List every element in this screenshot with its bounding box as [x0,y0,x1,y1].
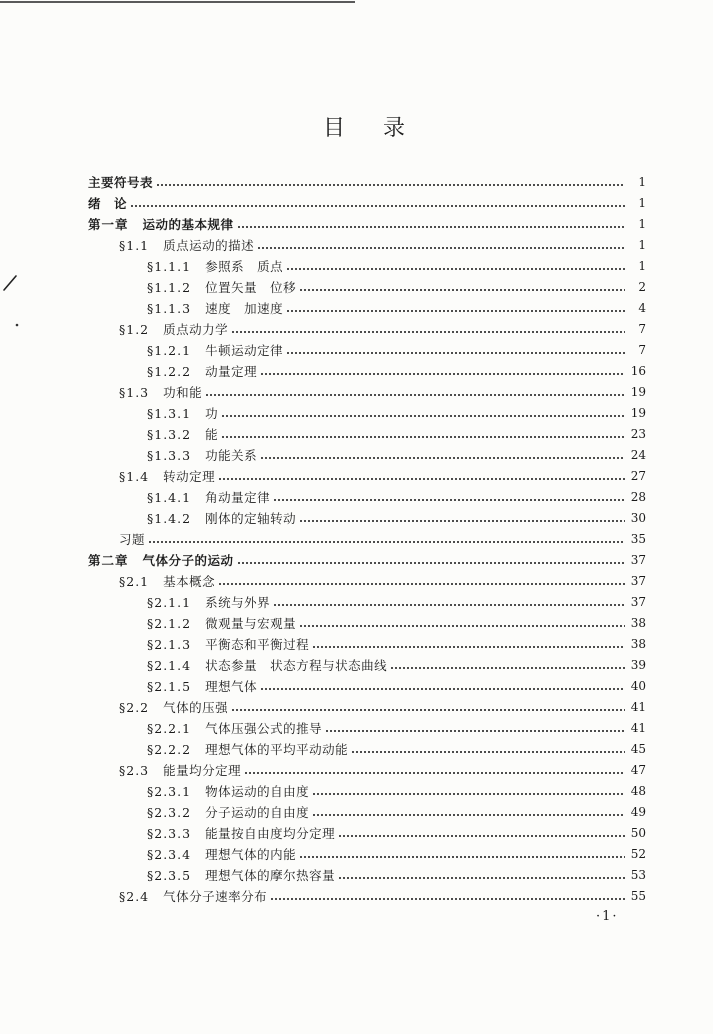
scan-edge-line [0,1,355,3]
entry-number: §2.3 [119,763,150,778]
entry-title: 角动量定律 [205,490,271,505]
toc-entry-subsection [88,802,646,823]
dot-leader [312,634,625,655]
entry-title: 动量定理 [205,364,258,379]
entry-title: 理想气体的摩尔热容量 [205,868,336,883]
entry-page-number: 55 [630,889,646,903]
entry-number: §1.4.1 [147,490,192,505]
entry-number: §1.2 [119,322,150,337]
entry-page-number: 1 [638,238,646,252]
toc-entry-subsection [88,298,646,319]
entry-page-number: 48 [630,784,646,798]
dot-leader [299,277,625,298]
dot-leader [351,739,625,760]
dot-leader [205,382,625,403]
dot-leader [312,802,625,823]
toc-entry-subsection [88,781,646,802]
entry-number: §1.4 [119,469,150,484]
toc-entry-subsection [88,592,646,613]
table-of-contents [88,172,646,907]
toc-entry-section [88,697,646,718]
entry-number: §2.1 [119,574,150,589]
entry-number: §2.2.2 [147,742,192,757]
entry-page-number: 2 [638,280,646,294]
entry-number: 第一章 [88,217,129,232]
entry-page-number: 1 [638,196,646,210]
dot-leader [130,193,625,214]
dot-leader [299,844,625,865]
toc-entry-subsection [88,676,646,697]
entry-page-number: 37 [630,595,646,609]
entry-title: 功能关系 [205,448,258,463]
entry-page-number: 47 [630,763,646,777]
entry-number: §1.4.2 [147,511,192,526]
toc-entry-subsection [88,718,646,739]
dot-leader [286,256,625,277]
toc-entry-subsection [88,508,646,529]
toc-entry-section [88,382,646,403]
toc-entry-subsection [88,865,646,886]
entry-title: 系统与外界 [205,595,271,610]
entry-page-number: 50 [630,826,646,840]
toc-entry-subsection [88,634,646,655]
toc-entry-subsection [88,256,646,277]
entry-number: §2.2 [119,700,150,715]
entry-number: §1.1.1 [147,259,192,274]
entry-page-number: 24 [630,448,646,462]
entry-title: 位置矢量 位移 [205,280,297,295]
toc-entry-chapter [88,214,646,235]
entry-title: 理想气体 [205,679,258,694]
dot-leader [218,571,625,592]
entry-title: 理想气体的平均平动动能 [205,742,349,757]
entry-title: 理想气体的内能 [205,847,297,862]
entry-number: §2.1.3 [147,637,192,652]
toc-entry-subsection [88,655,646,676]
entry-page-number: 38 [630,637,646,651]
entry-number: §2.1.2 [147,616,192,631]
dot-leader [221,403,625,424]
dot-leader [257,235,625,256]
dot-leader [260,676,625,697]
entry-number: §2.3.5 [147,868,192,883]
dot-leader [237,214,625,235]
entry-title: 质点动力学 [163,322,229,337]
entry-title: 气体分子的运动 [142,553,234,568]
entry-number: §2.1.4 [147,658,192,673]
entry-number: §1.2.2 [147,364,192,379]
entry-page-number: 45 [630,742,646,756]
toc-entry-subsection [88,361,646,382]
dot-leader [273,592,625,613]
entry-title: 功和能 [163,385,203,400]
dot-leader [325,718,625,739]
entry-number: §2.1.1 [147,595,192,610]
entry-number: §1.3.1 [147,406,192,421]
dot-leader [286,298,625,319]
entry-title: 牛顿运动定律 [205,343,284,358]
dot-leader [156,172,625,193]
toc-entry-section [88,886,646,907]
entry-page-number: 19 [630,406,646,420]
dot-leader [237,550,625,571]
entry-page-number: 19 [630,385,646,399]
toc-entry-subsection [88,403,646,424]
entry-page-number: 53 [630,868,646,882]
entry-number: §1.2.1 [147,343,192,358]
entry-title: 速度 加速度 [205,301,284,316]
entry-page-number: 30 [630,511,646,525]
dot-leader [286,340,625,361]
toc-entry-subsection [88,340,646,361]
entry-title: 习题 [119,532,146,547]
entry-number: §1.1.3 [147,301,192,316]
pen-mark [0,268,24,332]
toc-entry-section [88,571,646,592]
toc-entry-front-matter [88,172,646,193]
entry-title: 基本概念 [163,574,216,589]
entry-title: 运动的基本规律 [142,217,234,232]
toc-entry-subsection [88,445,646,466]
toc-entry-subsection [88,823,646,844]
toc-entry-subsection [88,844,646,865]
entry-page-number: 39 [630,658,646,672]
entry-page-number: 37 [630,574,646,588]
entry-page-number: 35 [630,532,646,546]
entry-number: §1.1 [119,238,150,253]
dot-leader [299,508,625,529]
dot-leader [148,529,625,550]
entry-title: 气体分子速率分布 [163,889,268,904]
entry-page-number: 27 [630,469,646,483]
dot-leader [390,655,625,676]
entry-title: 气体压强公式的推导 [205,721,323,736]
dot-leader [231,319,625,340]
entry-number: 第二章 [88,553,129,568]
entry-number: §1.1.2 [147,280,192,295]
entry-page-number: 1 [638,217,646,231]
toc-entry-subsection [88,739,646,760]
entry-title: 绪 论 [88,196,128,211]
entry-title: 转动定理 [163,469,216,484]
entry-page-number: 23 [630,427,646,441]
dot-leader [244,760,625,781]
toc-entry-section [88,235,646,256]
toc-entry-section [88,466,646,487]
toc-entry-section [88,760,646,781]
dot-leader [299,613,625,634]
entry-number: §2.3.4 [147,847,192,862]
dot-leader [260,445,625,466]
toc-entry-front-matter [88,193,646,214]
entry-number: §1.3.2 [147,427,192,442]
entry-title: 气体的压强 [163,700,229,715]
entry-title: 微观量与宏观量 [205,616,297,631]
entry-page-number: 49 [630,805,646,819]
entry-page-number: 28 [630,490,646,504]
entry-number: §1.3 [119,385,150,400]
entry-title: 能量按自由度均分定理 [205,826,336,841]
entry-page-number: 1 [638,259,646,273]
entry-number: §2.1.5 [147,679,192,694]
dot-leader [231,697,625,718]
entry-title: 功 [205,406,219,421]
page-title: 目 录 [323,116,414,141]
dot-leader [218,466,625,487]
dot-leader [273,487,625,508]
dot-leader [260,361,625,382]
toc-entry-subsection [88,613,646,634]
toc-entry-chapter [88,550,646,571]
entry-page-number: 1 [638,175,646,189]
entry-title: 刚体的定轴转动 [205,511,297,526]
footer-page-number: ·1· [596,909,619,924]
entry-page-number: 16 [630,364,646,378]
dot-leader [338,823,625,844]
entry-title: 平衡态和平衡过程 [205,637,310,652]
entry-number: §1.3.3 [147,448,192,463]
entry-page-number: 40 [630,679,646,693]
entry-page-number: 41 [630,700,646,714]
entry-page-number: 52 [630,847,646,861]
toc-entry-section [88,319,646,340]
entry-title: 状态参量 状态方程与状态曲线 [205,658,388,673]
entry-number: §2.4 [119,889,150,904]
toc-entry-exercises [88,529,646,550]
toc-entry-subsection [88,487,646,508]
entry-number: §2.3.1 [147,784,192,799]
entry-title: 主要符号表 [88,175,154,190]
entry-title: 分子运动的自由度 [205,805,310,820]
entry-number: §2.2.1 [147,721,192,736]
dot-leader [312,781,625,802]
entry-page-number: 37 [630,553,646,567]
entry-page-number: 38 [630,616,646,630]
toc-entry-subsection [88,424,646,445]
entry-title: 能量均分定理 [163,763,242,778]
entry-page-number: 7 [638,343,646,357]
entry-page-number: 4 [638,301,646,315]
dot-leader [338,865,625,886]
dot-leader [270,886,625,907]
entry-page-number: 41 [630,721,646,735]
entry-title: 物体运动的自由度 [205,784,310,799]
entry-page-number: 7 [638,322,646,336]
entry-title: 参照系 质点 [205,259,284,274]
toc-entry-subsection [88,277,646,298]
entry-title: 能 [205,427,219,442]
entry-number: §2.3.3 [147,826,192,841]
entry-title: 质点运动的描述 [163,238,255,253]
entry-number: §2.3.2 [147,805,192,820]
dot-leader [221,424,625,445]
